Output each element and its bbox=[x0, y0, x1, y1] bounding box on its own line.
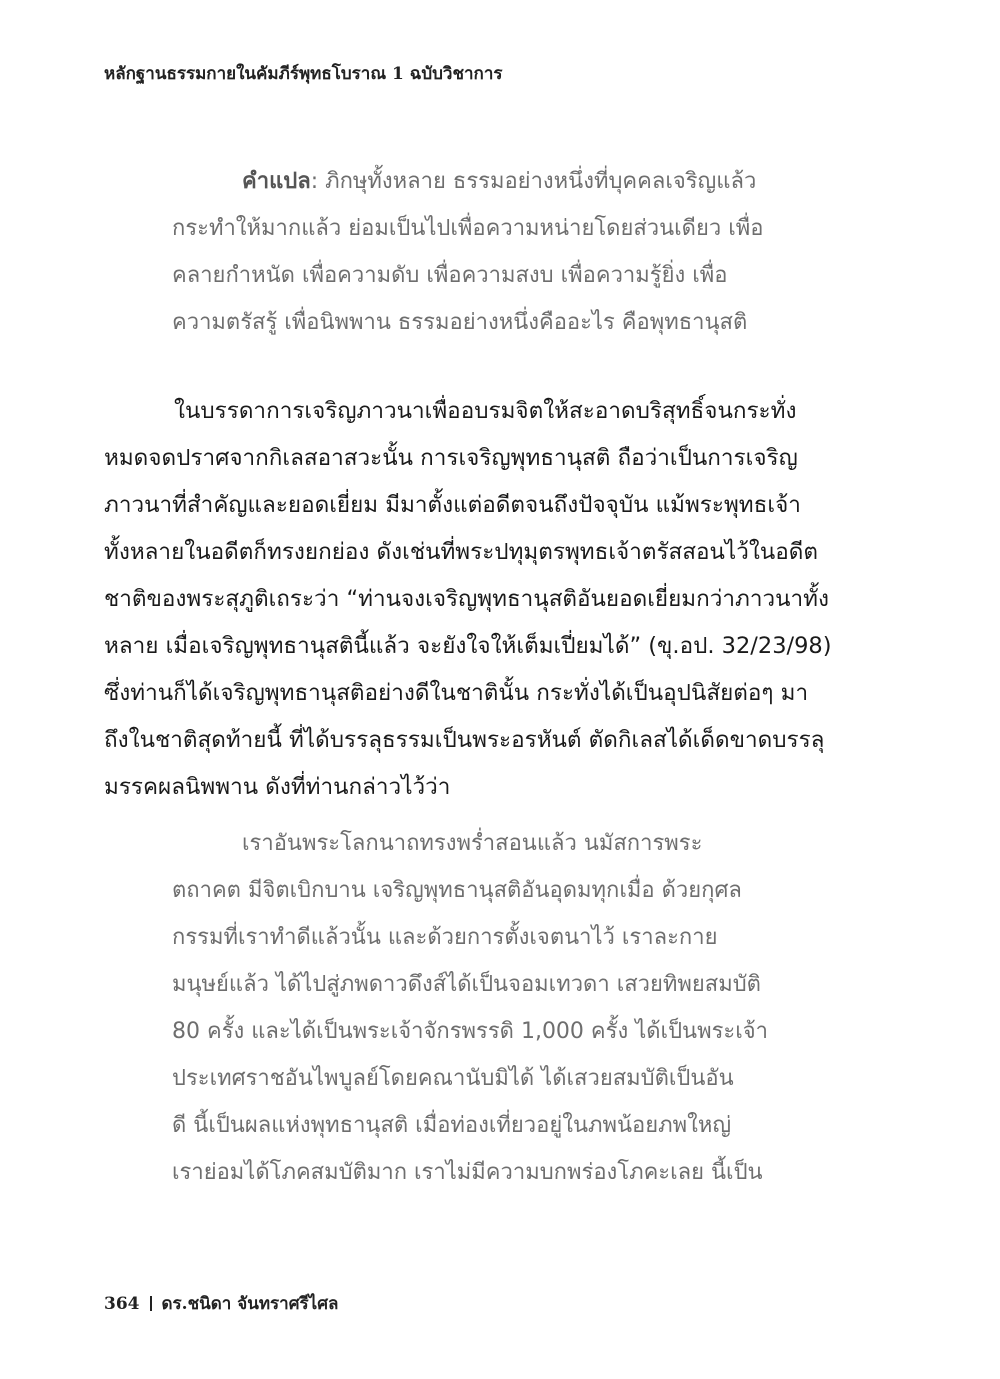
translation-line: คลายกำหนัด เพื่อความดับ เพื่อความสงบ เพื่อความรู้ยิ่ง เพื่อ bbox=[172, 263, 728, 288]
page-number: 364 bbox=[104, 1294, 140, 1314]
paragraph-line: มรรคผลนิพพาน ดังที่ท่านกล่าวไว้ว่า bbox=[104, 774, 451, 800]
verse-line: ประเทศราชอันไพบูลย์โดยคณานับมิได้ ได้เสวยสมบัติเป็นอัน bbox=[172, 1066, 734, 1091]
verse-line: มนุษย์แล้ว ได้ไปสู่ภพดาวดึงส์ได้เป็นจอมเทวดา เสวยทิพยสมบัติ bbox=[172, 972, 761, 997]
paragraph-line: ทั้งหลายในอดีตก็ทรงยกย่อง ดังเช่นที่พระปทุมุตรพุทธเจ้าตรัสสอนไว้ในอดีต bbox=[104, 539, 818, 565]
paragraph-line: หลาย เมื่อเจริญพุทธานุสตินี้แล้ว จะยังใจให้เต็มเปี่ยมได้” (ขุ.อป. 32/23/98) bbox=[104, 633, 832, 659]
verse-line: กรรมที่เราทำดีแล้วนั้น และด้วยการตั้งเจตนาไว้ เราละกาย bbox=[172, 925, 718, 950]
running-header: หลักฐานธรรมกายในคัมภีร์พุทธโบราณ 1 ฉบับวิชาการ bbox=[104, 64, 503, 84]
verse-line: เราอันพระโลกนาถทรงพร่ำสอนแล้ว นมัสการพระ bbox=[242, 831, 703, 856]
paragraph-line: ซึ่งท่านก็ได้เจริญพุทธานุสติอย่างดีในชาตินั้น กระทั่งได้เป็นอุปนิสัยต่อๆ มา bbox=[104, 680, 809, 706]
paragraph-line: ภาวนาที่สำคัญและยอดเยี่ยม มีมาตั้งแต่อดีตจนถึงปัจจุบัน แม้พระพุทธเจ้า bbox=[104, 492, 801, 518]
verse-line: ตถาคต มีจิตเบิกบาน เจริญพุทธานุสติอันอุดมทุกเมื่อ ด้วยกุศล bbox=[172, 878, 742, 903]
paragraph-line: หมดจดปราศจากกิเลสอาสวะนั้น การเจริญพุทธานุสติ ถือว่าเป็นการเจริญ bbox=[104, 445, 798, 471]
paragraph-line: ชาติของพระสุภูติเถระว่า “ท่านจงเจริญพุทธานุสติอันยอดเยี่ยมกว่าภาวนาทั้ง bbox=[104, 586, 829, 612]
verse-line: 80 ครั้ง และได้เป็นพระเจ้าจักรพรรดิ 1,000 ครั้ง ได้เป็นพระเจ้า bbox=[172, 1019, 768, 1044]
translation-line: ความตรัสรู้ เพื่อนิพพาน ธรรมอย่างหนึ่งคืออะไร คือพุทธานุสติ bbox=[172, 310, 748, 335]
body-paragraph bbox=[104, 388, 864, 811]
translation-block bbox=[172, 158, 792, 346]
verse-line: ดี นี้เป็นผลแห่งพุทธานุสติ เมื่อท่องเที่ยวอยู่ในภพน้อยภพใหญ่ bbox=[172, 1113, 732, 1138]
verse-block bbox=[172, 820, 792, 1196]
author-name: ดร.ชนิดา จันทราศรีไศล bbox=[161, 1294, 339, 1314]
translation-label: คำแปล bbox=[242, 169, 311, 194]
translation-line: กระทำให้มากแล้ว ย่อมเป็นไปเพื่อความหน่ายโดยส่วนเดียว เพื่อ bbox=[172, 216, 764, 241]
paragraph-line: ถึงในชาติสุดท้ายนี้ ที่ได้บรรลุธรรมเป็นพระอรหันต์ ตัดกิเลสได้เด็ดขาดบรรลุ bbox=[104, 727, 825, 753]
footer-separator bbox=[150, 1296, 152, 1311]
paragraph-line: ในบรรดาการเจริญภาวนาเพื่ออบรมจิตให้สะอาดบริสุทธิ์จนกระทั่ง bbox=[174, 398, 797, 424]
page-footer bbox=[104, 1290, 338, 1317]
verse-line: เราย่อมได้โภคสมบัติมาก เราไม่มีความบกพร่องโภคะเลย นี้เป็น bbox=[172, 1160, 763, 1185]
translation-line: คำแปล: ภิกษุทั้งหลาย ธรรมอย่างหนึ่งที่บุคคลเจริญแล้ว bbox=[242, 169, 757, 194]
